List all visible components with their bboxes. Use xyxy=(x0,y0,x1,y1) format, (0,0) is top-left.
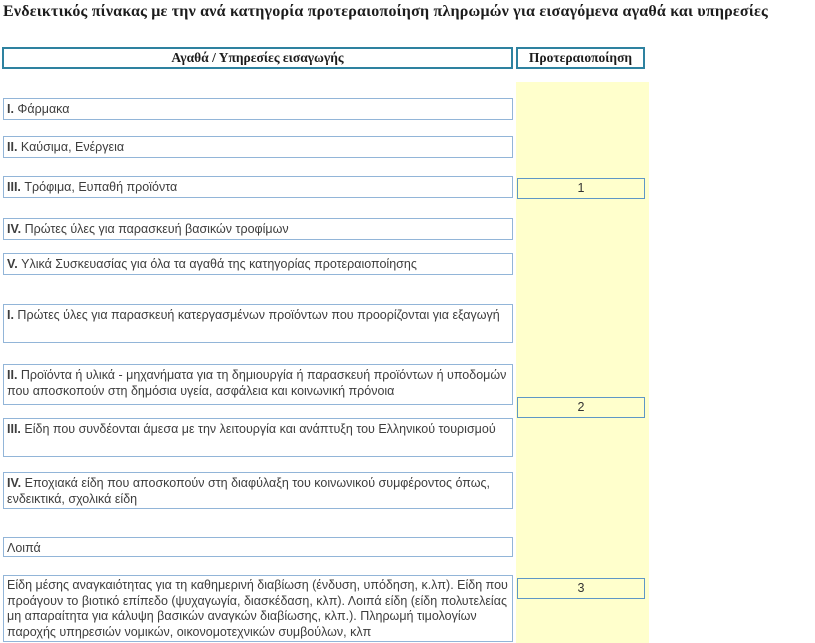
priority-value: 3 xyxy=(577,581,585,595)
goods-row-packaging-materials xyxy=(3,253,513,275)
priority-value: 1 xyxy=(577,181,585,195)
row-numeral: I. xyxy=(7,308,14,322)
row-numeral: IV. xyxy=(7,222,22,236)
row-numeral: III. xyxy=(7,180,21,194)
row-numeral: I. xyxy=(7,102,14,116)
goods-row-medium-necessity xyxy=(3,575,513,642)
priority-cell-3 xyxy=(517,578,645,599)
row-text: Καύσιμα, Ενέργεια xyxy=(17,140,125,154)
row-numeral: II. xyxy=(7,140,18,154)
goods-row-fuel-energy xyxy=(3,136,513,158)
column-header-priority-label: Προτεραιοποίηση xyxy=(528,50,633,65)
row-numeral: IV. xyxy=(7,476,22,490)
goods-row-tourism xyxy=(3,418,513,457)
row-text: Λοιπά xyxy=(7,541,41,555)
goods-row-pharmaceuticals xyxy=(3,98,513,120)
row-text: Υλικά Συσκευασίας για όλα τα αγαθά της κατηγορίας προτεραιοποίησης xyxy=(17,257,417,271)
priority-cell-1 xyxy=(517,178,645,199)
goods-row-raw-materials-basic-food xyxy=(3,218,513,240)
row-text: Τρόφιμα, Ευπαθή προϊόντα xyxy=(20,180,178,194)
goods-row-other xyxy=(3,537,513,557)
priority-column-band xyxy=(516,82,649,643)
row-numeral: III. xyxy=(7,422,21,436)
row-text: Είδη μέσης αναγκαιότητας για τη καθημερινή διαβίωση (ένδυση, υπόδηση, κ.λπ). Είδη που προάγουν το βιοτικό επίπεδο (ψυχαγωγία, διασκέδαση, κλπ). Λοιπά είδη (είδη πολυτελείας μη απαραίτητα για κάλυψη βασικών αναγκών διαβίωσης, κλπ.). Πληρωμή τιμολογίων παροχής υπηρεσιών νομικών, οικονομοτεχνικών συμβούλων, κλπ xyxy=(7,578,508,639)
row-text: Είδη που συνδέονται άμεσα με την λειτουργία και ανάπτυξη του Ελληνικού τουρισμού xyxy=(20,422,496,436)
goods-row-seasonal-items xyxy=(3,472,513,509)
row-numeral: V. xyxy=(7,257,18,271)
row-text: Εποχιακά είδη που αποσκοπούν στη διαφύλαξη του κοινωνικού συμφέροντος όπως, ενδεικτικά, σχολικά είδη xyxy=(7,476,490,506)
priority-cell-2 xyxy=(517,397,645,418)
goods-row-raw-materials-export xyxy=(3,304,513,343)
column-header-goods xyxy=(2,47,513,69)
row-text: Προϊόντα ή υλικά - μηχανήματα για τη δημιουργία ή παρασκευή προϊόντων ή υποδομών που αποσκοπούν στη δημόσια υγεία, ασφάλεια και κοινωνική πρόνοια xyxy=(7,368,507,398)
goods-row-food-perishables xyxy=(3,176,513,198)
priority-value: 2 xyxy=(577,400,585,414)
row-text: Πρώτες ύλες για παρασκευή κατεργασμένων προϊόντων που προορίζονται για εξαγωγή xyxy=(13,308,500,322)
column-header-goods-label: Αγαθά / Υπηρεσίες εισαγωγής xyxy=(171,50,344,65)
column-header-priority xyxy=(516,47,645,69)
row-text: Πρώτες ύλες για παρασκευή βασικών τροφίμων xyxy=(21,222,289,236)
page-title: Ενδεικτικός πίνακας με την ανά κατηγορία προτεραιοποίηση πληρωμών για εισαγόμενα αγαθά και υπηρεσίες xyxy=(3,3,768,20)
goods-row-public-health-safety xyxy=(3,364,513,405)
row-text: Φάρμακα xyxy=(13,102,70,116)
row-numeral: II. xyxy=(7,368,18,382)
